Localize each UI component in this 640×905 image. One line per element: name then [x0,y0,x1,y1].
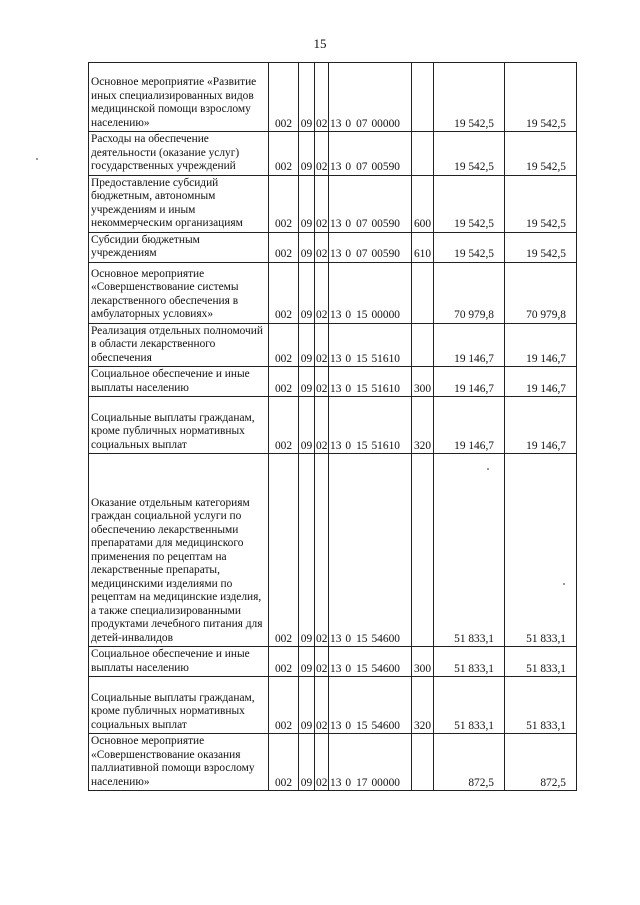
section-code: 09 [299,397,315,454]
amount-year-1: 51 833,1 [434,454,505,647]
target-article-code [329,175,412,232]
code-part: 0 [345,776,352,789]
subsection-code: 02 [315,454,329,647]
amount-year-1: 19 146,7 [434,323,505,367]
row-name: Оказание отдельным категориям граждан социальной услуги по обеспечению лекарственными препаратами для медицинского применения по рецептам на лекарственные препараты, медицинскими изделиями по рецептам на медицинские изделия, а также специализированными продуктами лечебного питания для детей-инвалидов [89,454,269,647]
target-article-code [329,232,412,262]
amount-year-1: 51 833,1 [434,677,505,734]
code-part: 0 [345,218,352,230]
target-article-code [329,397,412,454]
code-part: 17 [356,776,368,789]
code-part: 15 [356,439,368,452]
ministry-code: 002 [269,397,299,454]
amount-year-1: 19 542,5 [434,132,505,176]
target-article-code [329,367,412,397]
code-part: 15 [356,352,368,365]
code-part: 0 [345,248,352,260]
section-code: 09 [299,647,315,677]
ministry-code: 002 [269,262,299,323]
code-part: 15 [356,382,368,395]
code-part: 13 [330,776,342,789]
code-part: 54600 [371,662,400,675]
amount-year-2: 19 542,5 [505,132,577,176]
ministry-code: 002 [269,63,299,132]
code-part: 15 [356,662,368,675]
amount-year-2: 51 833,1 [505,647,577,677]
row-name: Социальные выплаты гражданам, кроме публичных нормативных социальных выплат [89,397,269,454]
code-part: 13 [330,117,342,130]
ministry-code: 002 [269,734,299,791]
table-row [89,454,577,647]
row-name: Расходы на обеспечение деятельности (оказание услуг) государственных учреждений [89,132,269,176]
code-part: 15 [356,719,368,732]
amount-year-2: 51 833,1 [505,677,577,734]
amount-year-2: 19 146,7 [505,397,577,454]
target-article-code [329,734,412,791]
amount-year-1: 51 833,1 [434,647,505,677]
row-name: Основное мероприятие «Развитие иных специализированных видов медицинской помощи взрослому населению» [89,63,269,132]
table-row [89,677,577,734]
amount-year-2: 19 542,5 [505,63,577,132]
subsection-code: 02 [315,323,329,367]
code-part: 07 [356,248,368,260]
table-row [89,367,577,397]
code-part: 13 [330,218,342,230]
amount-year-2: 51 833,1 [505,454,577,647]
code-part: 0 [345,382,352,395]
table-row [89,63,577,132]
expense-type-code [412,63,434,132]
code-part: 00590 [371,218,400,230]
section-code: 09 [299,132,315,176]
expense-type-code: 300 [412,367,434,397]
section-code: 09 [299,677,315,734]
ministry-code: 002 [269,454,299,647]
code-part: 13 [330,439,342,452]
section-code: 09 [299,175,315,232]
expense-type-code: 320 [412,677,434,734]
amount-year-1: 19 542,5 [434,175,505,232]
table-row [89,734,577,791]
code-part: 54600 [371,632,400,645]
table-row [89,647,577,677]
scan-speck [487,468,489,470]
code-part: 13 [330,632,342,645]
expense-type-code [412,454,434,647]
code-part: 51610 [371,382,400,395]
subsection-code: 02 [315,677,329,734]
scan-speck [563,583,565,585]
table-row [89,262,577,323]
expense-type-code: 610 [412,232,434,262]
code-part: 51610 [371,352,400,365]
target-article-code [329,262,412,323]
code-part: 13 [330,719,342,732]
table-row [89,232,577,262]
subsection-code: 02 [315,232,329,262]
amount-year-2: 19 146,7 [505,323,577,367]
target-article-code [329,63,412,132]
code-part: 0 [345,439,352,452]
code-part: 51610 [371,439,400,452]
amount-year-1: 19 146,7 [434,367,505,397]
row-name: Реализация отдельных полномочий в области лекарственного обеспечения [89,323,269,367]
amount-year-2: 19 146,7 [505,367,577,397]
subsection-code: 02 [315,367,329,397]
section-code: 09 [299,454,315,647]
amount-year-2: 872,5 [505,734,577,791]
code-part: 13 [330,161,342,173]
amount-year-2: 19 542,5 [505,175,577,232]
code-part: 0 [345,719,352,732]
table-body [89,63,577,791]
code-part: 0 [345,309,352,321]
code-part: 00000 [371,117,400,130]
subsection-code: 02 [315,63,329,132]
target-article-code [329,677,412,734]
code-part: 13 [330,352,342,365]
row-name: Предоставление субсидий бюджетным, автономным учреждениям и иным некоммерческим организациям [89,175,269,232]
target-article-code [329,323,412,367]
row-name: Социальное обеспечение и иные выплаты населению [89,647,269,677]
code-part: 0 [345,662,352,675]
subsection-code: 02 [315,262,329,323]
expense-type-code [412,262,434,323]
amount-year-2: 19 542,5 [505,232,577,262]
code-part: 13 [330,662,342,675]
row-name: Социальные выплаты гражданам, кроме публичных нормативных социальных выплат [89,677,269,734]
expense-type-code [412,734,434,791]
code-part: 00000 [371,776,400,789]
page-number: 15 [313,36,327,51]
amount-year-1: 19 542,5 [434,63,505,132]
code-part: 0 [345,352,352,365]
budget-table [88,62,577,791]
amount-year-2: 70 979,8 [505,262,577,323]
code-part: 0 [345,161,352,173]
section-code: 09 [299,734,315,791]
code-part: 15 [356,632,368,645]
code-part: 00590 [371,161,400,173]
scan-speck [36,158,38,160]
code-part: 00590 [371,248,400,260]
ministry-code: 002 [269,175,299,232]
expense-type-code: 300 [412,647,434,677]
subsection-code: 02 [315,175,329,232]
code-part: 07 [356,218,368,230]
expense-type-code: 600 [412,175,434,232]
table-row [89,323,577,367]
section-code: 09 [299,232,315,262]
target-article-code [329,647,412,677]
ministry-code: 002 [269,132,299,176]
subsection-code: 02 [315,132,329,176]
code-part: 07 [356,117,368,130]
code-part: 0 [345,632,352,645]
code-part: 00000 [371,309,400,321]
amount-year-1: 70 979,8 [434,262,505,323]
code-part: 13 [330,382,342,395]
subsection-code: 02 [315,647,329,677]
ministry-code: 002 [269,367,299,397]
target-article-code [329,454,412,647]
row-name: Основное мероприятие «Совершенствование оказания паллиативной помощи взрослому населению» [89,734,269,791]
subsection-code: 02 [315,734,329,791]
ministry-code: 002 [269,323,299,367]
row-name: Субсидии бюджетным учреждениям [89,232,269,262]
table-row [89,397,577,454]
expense-type-code [412,132,434,176]
subsection-code: 02 [315,397,329,454]
ministry-code: 002 [269,232,299,262]
code-part: 07 [356,161,368,173]
expense-type-code: 320 [412,397,434,454]
row-name: Социальное обеспечение и иные выплаты населению [89,367,269,397]
amount-year-1: 19 146,7 [434,397,505,454]
table-row [89,175,577,232]
section-code: 09 [299,367,315,397]
code-part: 0 [345,117,352,130]
code-part: 15 [356,309,368,321]
expense-type-code [412,323,434,367]
ministry-code: 002 [269,677,299,734]
code-part: 13 [330,309,342,321]
table-row [89,132,577,176]
ministry-code: 002 [269,647,299,677]
code-part: 13 [330,248,342,260]
code-part: 54600 [371,719,400,732]
section-code: 09 [299,262,315,323]
section-code: 09 [299,323,315,367]
section-code: 09 [299,63,315,132]
target-article-code [329,132,412,176]
amount-year-1: 19 542,5 [434,232,505,262]
amount-year-1: 872,5 [434,734,505,791]
row-name: Основное мероприятие «Совершенствование системы лекарственного обеспечения в амбулаторных условиях» [89,262,269,323]
